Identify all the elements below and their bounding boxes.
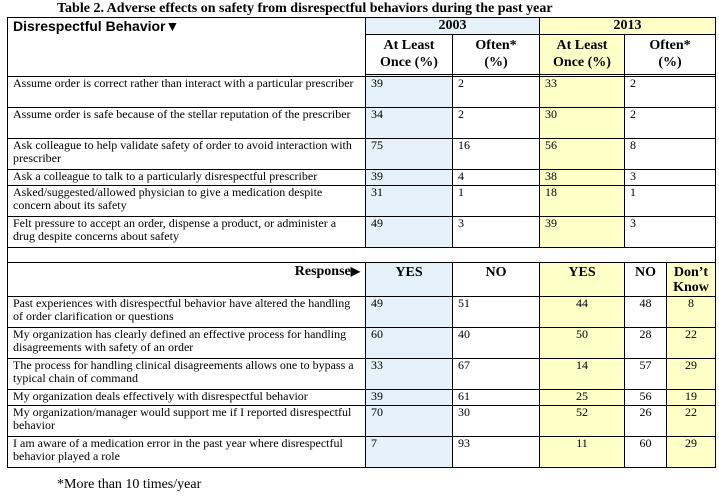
- value-2003-no: 40: [453, 327, 540, 358]
- col-label-line1: Often*: [475, 38, 517, 53]
- value-2003-yes: 49: [366, 296, 453, 327]
- col-label-line2: Once (%): [553, 55, 611, 70]
- response-header-label: Response: [294, 263, 351, 279]
- value-2003-once: 39: [366, 169, 453, 185]
- section-separator: [8, 247, 716, 262]
- response-label: I am aware of a medication error in the past year where disrespectful behavior played a role: [8, 436, 366, 467]
- col-2003-no: NO: [453, 262, 540, 296]
- value-2003-once: 34: [366, 107, 453, 138]
- behavior-label: Asked/suggested/allowed physician to give a medication despite concern about its safety: [8, 185, 366, 216]
- response-header-cell: [8, 262, 366, 296]
- value-2013-often: 2: [625, 76, 716, 107]
- year-2003-header: 2003: [366, 18, 540, 35]
- value-2013-no: 26: [625, 405, 667, 436]
- table-row: [8, 76, 716, 107]
- value-2013-once: 56: [540, 138, 625, 169]
- value-2013-often: 3: [625, 169, 716, 185]
- response-header-row: [8, 262, 716, 296]
- value-2003-once: 31: [366, 185, 453, 216]
- value-2013-dont-know: 19: [667, 389, 716, 405]
- value-2003-often: 16: [453, 138, 540, 169]
- response-label: Past experiences with disrespectful behavior have altered the handling of order clarification or questions: [8, 296, 366, 327]
- value-2003-no: 93: [453, 436, 540, 467]
- value-2003-yes: 60: [366, 327, 453, 358]
- value-2013-dont-know: 29: [667, 358, 716, 389]
- behavior-label: Ask colleague to help validate safety of order to avoid interaction with prescriber: [8, 138, 366, 169]
- value-2013-once: 30: [540, 107, 625, 138]
- table-row: [8, 138, 716, 169]
- value-2013-often: 8: [625, 138, 716, 169]
- table-row: [8, 107, 716, 138]
- value-2013-no: 56: [625, 389, 667, 405]
- value-2003-yes: 70: [366, 405, 453, 436]
- col-2013-at-least-once: [540, 35, 625, 75]
- value-2013-yes: 14: [540, 358, 625, 389]
- footnote: *More than 10 times/year: [57, 477, 202, 492]
- adverse-effects-table: [7, 17, 716, 468]
- table-row: [8, 358, 716, 389]
- col-2013-often: [625, 35, 716, 75]
- col-2003-yes: YES: [366, 262, 453, 296]
- table-row: [8, 405, 716, 436]
- value-2003-no: 61: [453, 389, 540, 405]
- col-label-line1: At Least: [556, 38, 608, 53]
- table-row: [8, 185, 716, 216]
- value-2013-once: 33: [540, 76, 625, 107]
- value-2003-once: 39: [366, 76, 453, 107]
- value-2013-dont-know: 29: [667, 436, 716, 467]
- value-2013-once: 38: [540, 169, 625, 185]
- col-label-line1: Don’t: [673, 264, 709, 280]
- value-2003-once: 49: [366, 216, 453, 247]
- behavior-label: Ask a colleague to talk to a particularly disrespectful prescriber: [8, 169, 366, 185]
- right-triangle-icon: ▶: [350, 263, 360, 278]
- value-2003-often: 4: [453, 169, 540, 185]
- value-2013-once: 39: [540, 216, 625, 247]
- value-2013-often: 2: [625, 107, 716, 138]
- response-label: My organization deals effectively with disrespectful behavior: [8, 389, 366, 405]
- table-row: [8, 296, 716, 327]
- col-2013-dont-know: [667, 262, 716, 296]
- table-row: [8, 436, 716, 467]
- col-label-line1: At Least: [383, 38, 435, 53]
- col-2013-yes: YES: [540, 262, 625, 296]
- value-2013-often: 3: [625, 216, 716, 247]
- behavior-header-cell: [8, 18, 366, 75]
- value-2003-yes: 7: [366, 436, 453, 467]
- value-2013-no: 57: [625, 358, 667, 389]
- value-2013-dont-know: 22: [667, 405, 716, 436]
- value-2013-yes: 44: [540, 296, 625, 327]
- value-2013-no: 60: [625, 436, 667, 467]
- col-label-line1: Often*: [649, 38, 691, 53]
- behavior-label: Assume order is safe because of the stellar reputation of the prescriber: [8, 107, 366, 138]
- frequency-header-cell: [8, 75, 366, 77]
- value-2013-no: 28: [625, 327, 667, 358]
- value-2013-dont-know: 22: [667, 327, 716, 358]
- col-label-line2: (%): [484, 55, 508, 70]
- behavior-label: Felt pressure to accept an order, dispense a product, or administer a drug despite concerns about safety: [8, 216, 366, 247]
- value-2003-no: 67: [453, 358, 540, 389]
- value-2013-often: 1: [625, 185, 716, 216]
- table-row: [8, 216, 716, 247]
- down-triangle-icon: ▼: [165, 18, 180, 34]
- col-2003-often: [453, 35, 540, 75]
- value-2013-no: 48: [625, 296, 667, 327]
- response-label: The process for handling clinical disagreements allows one to bypass a typical chain of command: [8, 358, 366, 389]
- value-2003-once: 75: [366, 138, 453, 169]
- table-row: [8, 389, 716, 405]
- value-2003-often: 2: [453, 107, 540, 138]
- value-2013-yes: 52: [540, 405, 625, 436]
- value-2013-yes: 11: [540, 436, 625, 467]
- value-2003-yes: 33: [366, 358, 453, 389]
- behavior-header-label: Disrespectful Behavior: [13, 18, 166, 34]
- value-2003-often: 3: [453, 216, 540, 247]
- value-2013-yes: 50: [540, 327, 625, 358]
- response-label: My organization/manager would support me if I reported disrespectful behavior: [8, 405, 366, 436]
- value-2013-once: 18: [540, 185, 625, 216]
- table-title: Table 2. Adverse effects on safety from disrespectful behaviors during the past year: [57, 1, 553, 16]
- value-2003-often: 1: [453, 185, 540, 216]
- table-row: [8, 169, 716, 185]
- value-2003-often: 2: [453, 76, 540, 107]
- response-label: My organization has clearly defined an effective process for handling disagreements with safety of an order: [8, 327, 366, 358]
- value-2003-no: 51: [453, 296, 540, 327]
- col-label-line2: Know: [673, 279, 709, 295]
- value-2003-yes: 39: [366, 389, 453, 405]
- col-label-line2: Once (%): [380, 55, 438, 70]
- behavior-label: Assume order is correct rather than interact with a particular prescriber: [8, 76, 366, 107]
- col-label-line2: (%): [658, 55, 682, 70]
- year-2013-header: 2013: [540, 18, 716, 35]
- value-2003-no: 30: [453, 405, 540, 436]
- value-2013-dont-know: 8: [667, 296, 716, 327]
- col-2013-no: NO: [625, 262, 667, 296]
- value-2013-yes: 25: [540, 389, 625, 405]
- col-2003-at-least-once: [366, 35, 453, 75]
- table-row: [8, 327, 716, 358]
